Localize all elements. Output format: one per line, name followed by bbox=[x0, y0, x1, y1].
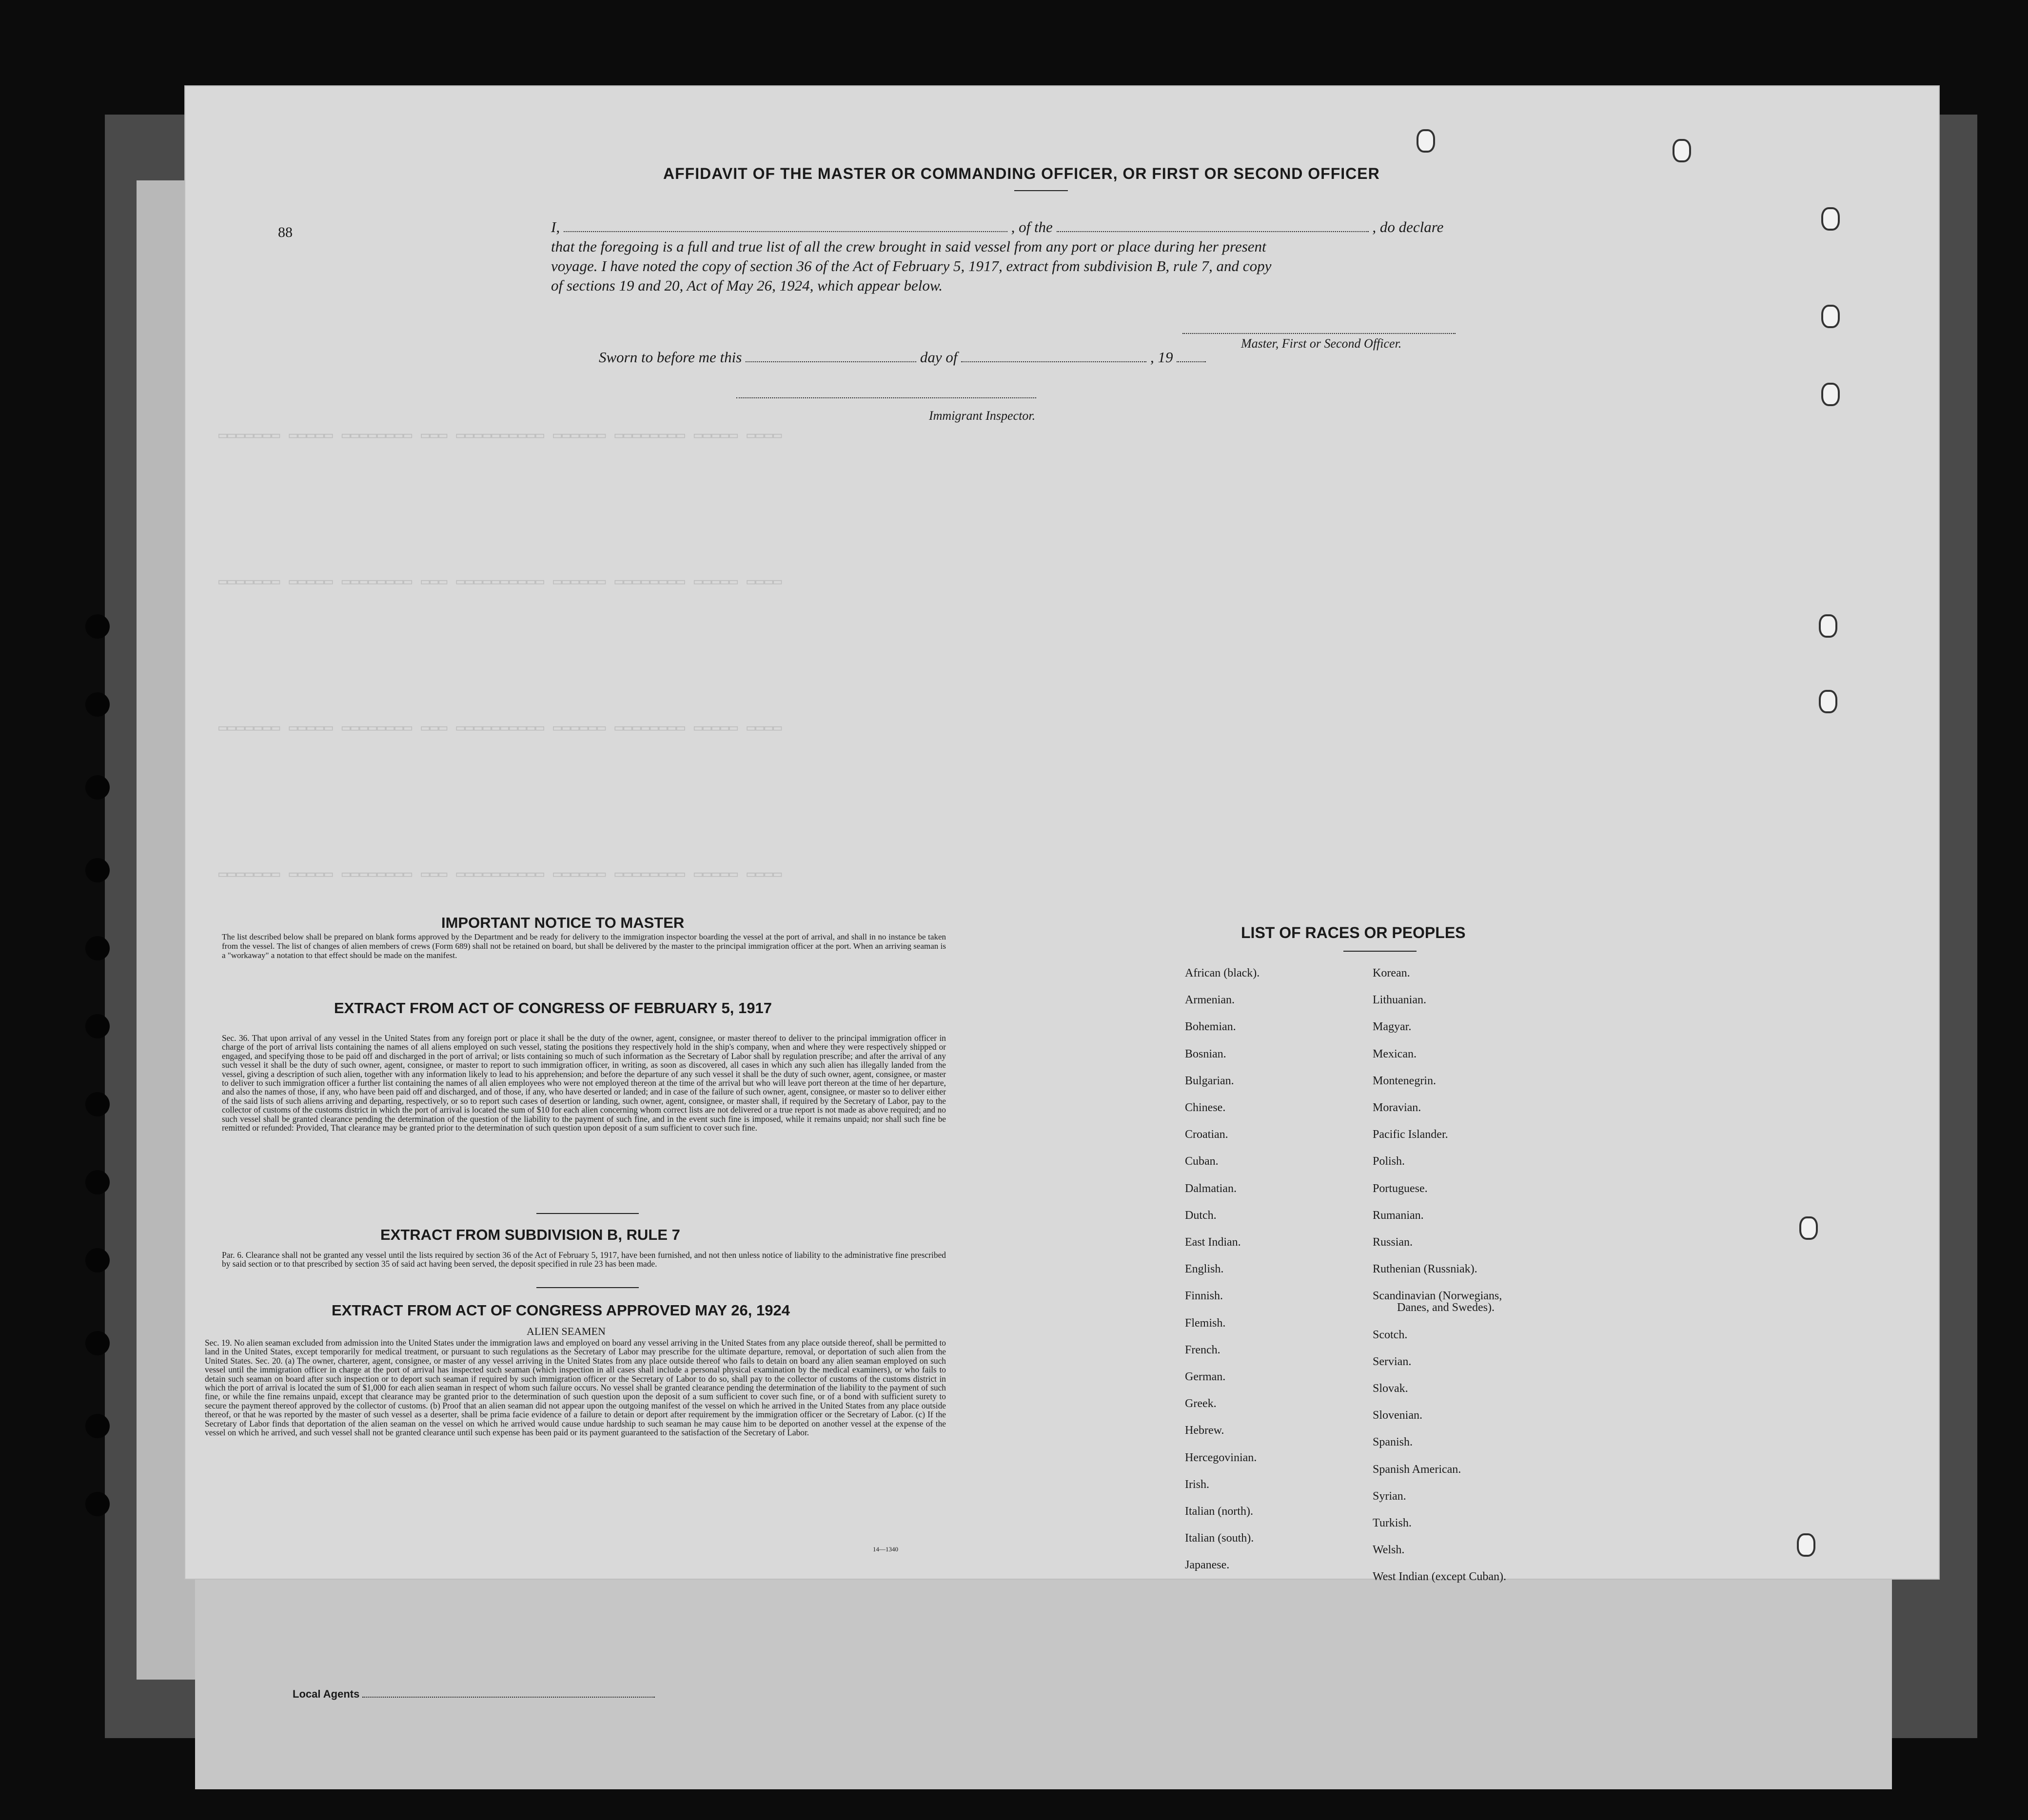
extract-1924-subtitle: ALIEN SEAMEN bbox=[527, 1325, 606, 1337]
race-item: Italian (south). bbox=[1185, 1532, 1254, 1545]
affidavit-line-1 bbox=[551, 218, 1443, 236]
punch-hole bbox=[85, 1092, 110, 1116]
race-item: Mexican. bbox=[1373, 1047, 1417, 1060]
rule-7-title: EXTRACT FROM SUBDIVISION B, RULE 7 bbox=[380, 1226, 680, 1243]
punch-hole bbox=[85, 692, 110, 717]
race-item: West Indian (except Cuban). bbox=[1373, 1570, 1506, 1584]
race-item: Turkish. bbox=[1373, 1517, 1412, 1529]
punch-hole bbox=[85, 614, 110, 639]
race-item: Danes, and Swedes). bbox=[1397, 1301, 1495, 1314]
race-item: Dutch. bbox=[1185, 1209, 1217, 1222]
ring-hole bbox=[1797, 1533, 1815, 1557]
race-item: Hercegovinian. bbox=[1185, 1451, 1257, 1464]
inspector-signature-line[interactable] bbox=[736, 397, 1036, 399]
notice-title: IMPORTANT NOTICE TO MASTER bbox=[441, 914, 685, 931]
margin-mark: 88 bbox=[278, 224, 293, 240]
ring-hole bbox=[1819, 614, 1837, 638]
section-rule bbox=[536, 1287, 639, 1288]
affidavit-line-1-a: I, bbox=[551, 218, 560, 235]
sworn-day-blank[interactable] bbox=[746, 350, 916, 362]
master-signature-label: Master, First or Second Officer. bbox=[1241, 336, 1402, 351]
race-item: English. bbox=[1185, 1263, 1224, 1276]
race-item: Syrian. bbox=[1373, 1489, 1406, 1503]
master-name-blank[interactable] bbox=[564, 219, 1007, 232]
punch-hole bbox=[85, 1014, 110, 1038]
local-agents-label bbox=[293, 1688, 655, 1701]
bleed-through: ▭▭▭▭▭▭▭ ▭▭▭▭▭ ▭▭▭▭▭▭▭▭ ▭▭▭ ▭▭▭▭▭▭▭▭▭▭ ▭▭▭▭▭▭ ▭▭▭▭▭▭▭▭ ▭▭▭▭▭ ▭▭▭▭ bbox=[218, 574, 782, 591]
sworn-month-blank[interactable] bbox=[961, 350, 1146, 362]
race-item: East Indian. bbox=[1185, 1236, 1241, 1249]
race-item: Ruthenian (Russniak). bbox=[1373, 1263, 1477, 1276]
race-item: Scandinavian (Norwegians, bbox=[1373, 1290, 1502, 1303]
race-item: Finnish. bbox=[1185, 1290, 1223, 1303]
affidavit-line-4: of sections 19 and 20, Act of May 26, 1924, which appear below. bbox=[551, 277, 943, 294]
extract-1924-text: Sec. 19. No alien seaman excluded from admission into the United States under the immigration laws and employed on board any vessel arriving in the United States from any place outside thereof, shall be permitted to land in the United States, except temporarily for medical treatment, or pursuant to such regulations as the Secretary of Labor may prescribe for the ultimate departure, removal, or deportation of such alien from the United States. Sec. 20. (a) The owner, charterer, agent, consignee, or master of any vessel arriving in the United States from any place outside thereof who fails to detain on board any alien seaman employed on such vessel until the immigration officer in charge at the port of arrival has inspected such seaman (which inspection in all cases shall include a personal physical examination by the medical examiners), or who fails to detain such seaman on board after such inspection or to deport such seaman if required by such immigration officer or the Secretary of Labor to do so, shall pay to the collector of customs of the customs district in which the port of arrival is located the sum of $1,000 for each alien seaman in respect of whom such failure occurs. No vessel shall be granted clearance pending the determination of the liability to the payment of such fine, or while the fine remains unpaid, except that clearance may be granted prior to the determination of such question upon the deposit of a sum sufficient to cover such fine, or of a bond with sufficient surety to secure the payment thereof approved by the collector of customs. (b) Proof that an alien seaman did not appear upon the outgoing manifest of the vessel on which he arrived in the United States from any place outside thereof, or that he was reported by the master of such vessel as a deserter, shall be prima facie evidence of a failure to detain or deport after requirement by the immigration officer or the Secretary of Labor. (c) If the Secretary of Labor finds that deportation of the alien seaman on the vessel on which he arrived would cause undue hardship to such seaman he may cause him to be deported on another vessel at the expense of the vessel on which he arrived, and such vessel shall not be granted clearance until such expense has been paid or its payment guaranteed to the satisfaction of the Secretary of Labor. bbox=[205, 1338, 946, 1438]
local-agents-text: Local Agents bbox=[293, 1688, 360, 1700]
punch-hole bbox=[85, 1492, 110, 1516]
race-item: Croatian. bbox=[1185, 1128, 1228, 1141]
race-item: Flemish. bbox=[1185, 1316, 1226, 1330]
races-title: LIST OF RACES OR PEOPLES bbox=[1241, 924, 1466, 941]
race-item: Armenian. bbox=[1185, 994, 1235, 1007]
punch-hole bbox=[85, 858, 110, 882]
form-number: 14—1340 bbox=[873, 1546, 898, 1553]
race-item: German. bbox=[1185, 1370, 1226, 1383]
affidavit-line-1-c: , do declare bbox=[1372, 218, 1444, 235]
race-item: Rumanian. bbox=[1373, 1209, 1424, 1222]
punch-hole bbox=[85, 936, 110, 960]
sworn-line bbox=[599, 349, 1206, 366]
sworn-line-b: day of bbox=[920, 349, 958, 366]
race-item: Dalmatian. bbox=[1185, 1182, 1237, 1195]
bleed-through: ▭▭▭▭▭▭▭ ▭▭▭▭▭ ▭▭▭▭▭▭▭▭ ▭▭▭ ▭▭▭▭▭▭▭▭▭▭ ▭▭▭▭▭▭ ▭▭▭▭▭▭▭▭ ▭▭▭▭▭ ▭▭▭▭ bbox=[218, 867, 782, 883]
race-item: African (black). bbox=[1185, 967, 1260, 979]
rule-7-text: Par. 6. Clearance shall not be granted any vessel until the lists required by section 36 of the Act of February 5, 1917, have been furnished, and not then unless notice of liability to the administrative fine prescribed by said section or to that prescribed by section 35 of said act having been served, the deposit specified in rule 23 has been made. bbox=[222, 1250, 946, 1269]
punch-hole bbox=[85, 1414, 110, 1438]
race-item: Magyar. bbox=[1373, 1020, 1412, 1034]
extract-1917-text: Sec. 36. That upon arrival of any vessel in the United States from any foreign port or place it shall be the duty of the owner, agent, consignee, or master thereof to deliver to the principal immigration officer in charge of the port of arrival lists containing the names of all aliens employed on such vessel, stating the positions they respectively hold in the ship's company, when and where they were respectively shipped or engaged, and specifying those to be paid off and discharged in the port of arrival; or lists containing so much of such information as the Secretary of Labor shall by regulation prescribe; and after the arrival of any such vessel it shall be the duty of such owner, agent, consignee, or master to report to such immigration officer, in writing, as soon as discovered, all cases in which any such alien has illegally landed from the vessel, giving a description of such alien, together with any information likely to lead to his apprehension; and before the departure of any such vessel it shall be the duty of such owner, agent, consignee, or master to deliver to such immigration officer a further list containing the names of all alien employees who were not employed thereon at the time of the arrival but who will leave port thereon at the time of her departure, and also the names of those, if any, who have been paid off and discharged, and of those, if any, who have deserted or landed; and in case of the failure of such owner, agent, consignee, or master so to deliver either of the said lists of such aliens arriving and departing, respectively, or so to report such cases of desertion or landing, such owner, agent, consignee, or master shall, if required by the Secretary of Labor, pay to the collector of customs of the customs district in which the port of arrival is located the sum of $10 for each alien concerning whom correct lists are not delivered or a true report is not made as above required; and no such vessel shall be granted clearance pending the determination of the question of the liability to the payment of such fine, and in the event such fine is imposed, while it remains unpaid; nor shall such fine be remitted or refunded: Provided, That clearance may be granted prior to the determination of such question upon deposit of a sum sufficient to cover such fine. bbox=[222, 1033, 946, 1133]
race-item: Bulgarian. bbox=[1185, 1074, 1234, 1087]
race-item: Moravian. bbox=[1373, 1101, 1421, 1114]
vessel-name-blank[interactable] bbox=[1057, 219, 1369, 232]
ring-hole bbox=[1417, 129, 1435, 153]
race-item: Cuban. bbox=[1185, 1155, 1219, 1168]
ring-hole bbox=[1673, 139, 1691, 162]
races-rule bbox=[1343, 951, 1417, 952]
punch-hole bbox=[85, 1170, 110, 1194]
ring-hole bbox=[1819, 690, 1837, 713]
race-item: Japanese. bbox=[1185, 1559, 1230, 1572]
race-item: Greek. bbox=[1185, 1397, 1217, 1410]
ring-hole bbox=[1821, 207, 1840, 231]
ring-hole bbox=[1821, 305, 1840, 328]
sworn-year-blank[interactable] bbox=[1177, 350, 1206, 362]
race-item: Servian. bbox=[1373, 1355, 1412, 1368]
underlying-sheet-bottom bbox=[195, 1575, 1892, 1789]
affidavit-line-2: that the foregoing is a full and true list of all the crew brought in said vessel from any port or place during her present bbox=[551, 238, 1266, 255]
ring-hole bbox=[1799, 1216, 1818, 1240]
affidavit-line-1-b: , of the bbox=[1011, 218, 1053, 235]
race-item: Russian. bbox=[1373, 1236, 1413, 1249]
race-item: Hebrew. bbox=[1185, 1424, 1224, 1437]
punch-hole bbox=[85, 1248, 110, 1272]
bleed-through: ▭▭▭▭▭▭▭ ▭▭▭▭▭ ▭▭▭▭▭▭▭▭ ▭▭▭ ▭▭▭▭▭▭▭▭▭▭ ▭▭▭▭▭▭ ▭▭▭▭▭▭▭▭ ▭▭▭▭▭ ▭▭▭▭ bbox=[218, 721, 782, 737]
race-item: Montenegrin. bbox=[1373, 1074, 1436, 1087]
master-signature-line[interactable] bbox=[1182, 333, 1456, 334]
race-item: Slovenian. bbox=[1373, 1409, 1422, 1422]
punch-hole bbox=[85, 775, 110, 800]
race-item: Pacific Islander. bbox=[1373, 1128, 1448, 1141]
race-item: Polish. bbox=[1373, 1155, 1405, 1168]
ring-hole bbox=[1821, 383, 1840, 406]
affidavit-line-3: voyage. I have noted the copy of section 36 of the Act of February 5, 1917, extract from subdivision B, rule 7, and copy bbox=[551, 257, 1272, 274]
race-item: Bohemian. bbox=[1185, 1020, 1236, 1034]
race-item: French. bbox=[1185, 1343, 1221, 1356]
bleed-through: ▭▭▭▭▭▭▭ ▭▭▭▭▭ ▭▭▭▭▭▭▭▭ ▭▭▭ ▭▭▭▭▭▭▭▭▭▭ ▭▭▭▭▭▭ ▭▭▭▭▭▭▭▭ ▭▭▭▭▭ ▭▭▭▭ bbox=[218, 428, 782, 445]
title-rule bbox=[1014, 190, 1068, 191]
race-item: Korean. bbox=[1373, 967, 1410, 979]
race-item: Italian (north). bbox=[1185, 1505, 1253, 1518]
extract-1917-title: EXTRACT FROM ACT OF CONGRESS OF FEBRUARY 5, 1917 bbox=[334, 999, 772, 1017]
race-item: Spanish. bbox=[1373, 1436, 1413, 1449]
notice-text: The list described below shall be prepared on blank forms approved by the Department and be ready for delivery to the immigration inspector boarding the vessel at the port of arrival, and shall in no instance be taken from the vessel. The list of changes of alien members of crews (Form 689) shall not be retained on board, but shall be delivered by the master to the principal immigration officer at the port. When an arriving seaman is a "workaway" a notation to that effect should be made on the manifest. bbox=[222, 932, 946, 960]
race-item: Scotch. bbox=[1373, 1328, 1408, 1341]
race-item: Lithuanian. bbox=[1373, 994, 1426, 1007]
race-item: Irish. bbox=[1185, 1478, 1209, 1491]
sworn-line-c: , 19 bbox=[1150, 349, 1173, 366]
affidavit-title: AFFIDAVIT OF THE MASTER OR COMMANDING OFFICER, OR FIRST OR SECOND OFFICER bbox=[663, 165, 1380, 182]
race-item: Slovak. bbox=[1373, 1382, 1408, 1395]
race-item: Welsh. bbox=[1373, 1544, 1405, 1557]
race-item: Bosnian. bbox=[1185, 1047, 1226, 1060]
race-item: Spanish American. bbox=[1373, 1463, 1461, 1476]
punch-hole bbox=[85, 1331, 110, 1355]
section-rule bbox=[536, 1213, 639, 1214]
local-agents-blank[interactable] bbox=[362, 1688, 655, 1698]
extract-1924-title: EXTRACT FROM ACT OF CONGRESS APPROVED MAY 26, 1924 bbox=[332, 1302, 790, 1319]
inspector-signature-label: Immigrant Inspector. bbox=[929, 409, 1036, 423]
race-item: Portuguese. bbox=[1373, 1182, 1428, 1195]
race-item: Chinese. bbox=[1185, 1101, 1226, 1114]
sworn-line-a: Sworn to before me this bbox=[599, 349, 742, 366]
